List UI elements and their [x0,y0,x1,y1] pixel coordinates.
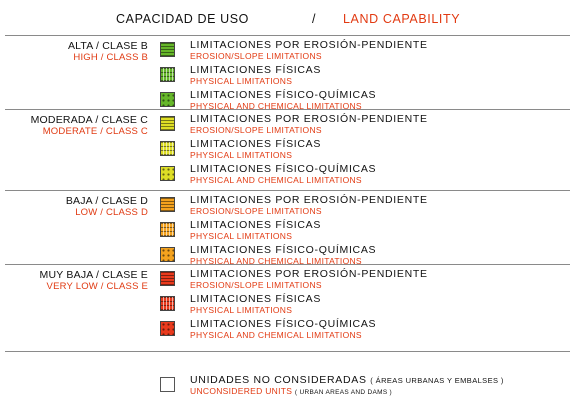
limitation-spanish: LIMITACIONES FÍSICO-QUÍMICAS [190,244,377,256]
legend-entry [190,220,321,241]
unconsidered-spanish-line [190,375,504,386]
limitation-spanish: LIMITACIONES FÍSICAS [190,138,322,150]
unconsidered-english-note: ( URBAN AREAS AND DAMS ) [294,389,393,396]
unconsidered-spanish-note: ( ÁREAS URBANAS Y EMBALSES ) [370,376,504,385]
legend-entry [190,195,428,216]
limitation-english: EROSION/SLOPE LIMITATIONS [190,51,322,61]
class-label [31,115,148,137]
limitation-spanish: LIMITACIONES POR EROSIÓN-PENDIENTE [190,39,428,51]
legend-swatch [160,197,175,212]
unconsidered-swatch [160,377,175,392]
legend-entry [190,90,376,111]
legend-swatch [160,67,175,82]
unconsidered-english: UNCONSIDERED UNITS [190,386,293,396]
class-label [68,41,148,63]
limitation-spanish: LIMITACIONES POR EROSIÓN-PENDIENTE [190,113,428,125]
legend-swatch [160,141,175,156]
limitation-english: EROSION/SLOPE LIMITATIONS [190,280,322,290]
limitation-english: PHYSICAL LIMITATIONS [190,76,293,86]
class-label-spanish: BAJA / CLASE D [65,195,148,207]
legend-title-english: LAND CAPABILITY [343,12,461,26]
limitation-english: PHYSICAL LIMITATIONS [190,231,293,241]
class-label [66,196,148,218]
limitation-spanish: LIMITACIONES POR EROSIÓN-PENDIENTE [190,268,428,280]
legend-swatch [160,42,175,57]
limitation-spanish: LIMITACIONES FÍSICO-QUÍMICAS [190,89,377,101]
limitation-english: PHYSICAL LIMITATIONS [190,150,293,160]
limitation-spanish: LIMITACIONES POR EROSIÓN-PENDIENTE [190,194,428,206]
legend-swatch [160,92,175,107]
legend-swatch [160,116,175,131]
class-label-english: HIGH / CLASS B [73,52,148,63]
class-label-english: VERY LOW / CLASS E [46,281,148,292]
limitation-english: PHYSICAL AND CHEMICAL LIMITATIONS [190,101,362,111]
class-label [40,270,148,292]
legend-entry [190,245,376,266]
limitation-spanish: LIMITACIONES FÍSICAS [190,219,322,231]
legend-divider [5,190,570,191]
legend-title-spanish: CAPACIDAD DE USO [116,12,250,26]
limitation-spanish: LIMITACIONES FÍSICO-QUÍMICAS [190,163,377,175]
limitation-english: PHYSICAL LIMITATIONS [190,305,293,315]
legend-entry [190,114,428,135]
limitation-english: PHYSICAL AND CHEMICAL LIMITATIONS [190,256,362,266]
limitation-spanish: LIMITACIONES FÍSICAS [190,64,322,76]
limitation-english: EROSION/SLOPE LIMITATIONS [190,206,322,216]
legend-title-separator: / [312,12,317,26]
limitation-english: PHYSICAL AND CHEMICAL LIMITATIONS [190,175,362,185]
legend-entry [190,40,428,61]
legend-entry [190,139,321,160]
class-label-spanish: ALTA / CLASE B [67,40,148,52]
legend-entry [190,294,321,315]
legend-swatch [160,166,175,181]
class-label-spanish: MODERADA / CLASE C [30,114,148,126]
legend-swatch [160,247,175,262]
legend-divider [5,351,570,352]
class-label-english: MODERATE / CLASS C [42,126,148,137]
class-label-english: LOW / CLASS D [75,207,148,218]
legend-entry [190,65,321,86]
limitation-english: PHYSICAL AND CHEMICAL LIMITATIONS [190,330,362,340]
legend-entry [190,164,376,185]
limitation-english: EROSION/SLOPE LIMITATIONS [190,125,322,135]
unconsidered-spanish: UNIDADES NO CONSIDERADAS [190,374,367,386]
unconsidered-entry [190,375,504,398]
legend-entry [190,319,376,340]
legend-title [0,12,575,32]
legend-entry [190,269,428,290]
legend-swatch [160,271,175,286]
legend-swatch [160,222,175,237]
limitation-spanish: LIMITACIONES FÍSICAS [190,293,322,305]
class-label-spanish: MUY BAJA / CLASE E [39,269,148,281]
unconsidered-english-line [190,386,504,398]
legend-swatch [160,296,175,311]
limitation-spanish: LIMITACIONES FÍSICO-QUÍMICAS [190,318,377,330]
legend-divider [5,35,570,36]
legend-swatch [160,321,175,336]
